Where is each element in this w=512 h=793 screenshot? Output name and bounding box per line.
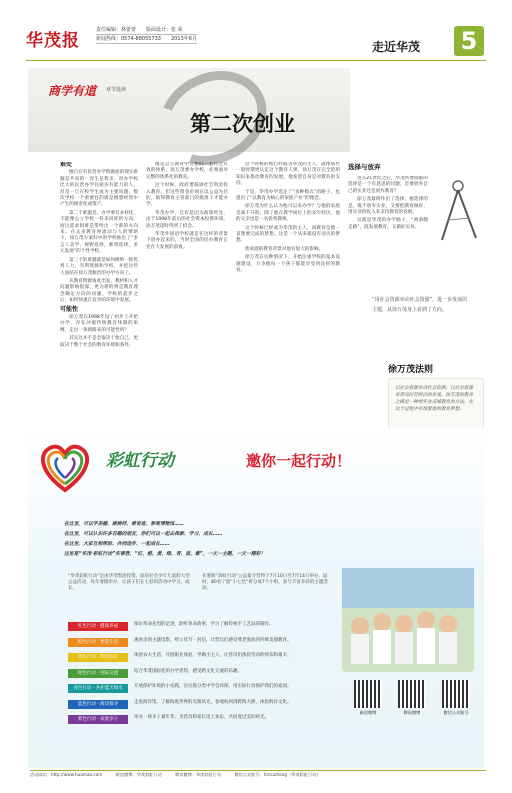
paragraph: 徐万茂在1998年设了初步上开始办学，存在冲破传统教育体制的束缚，走出一条新路来的可能性吗？ bbox=[60, 314, 138, 333]
paragraph: 于是，华茂办学选定了“多种模式”的路子，也提出了“以教育为核心的家族产业”的理念。 bbox=[236, 189, 340, 202]
qr-label: 新浪微博 bbox=[359, 710, 377, 715]
paragraph: 进入21世纪之后，华茂所要面临的选择是一个有意思的问题，是要放弃自己的实业还是放弃教育？ bbox=[348, 176, 428, 194]
footer-weibo: 新浪微博：华茂彩虹行动 bbox=[115, 772, 162, 777]
paragraph: 擅自在有民营办学资源面的现实难题是共同的：容生是我亲，况办学校比大的民营办学往接多有能力的人，但是一旦在校学生成为主要问题，数次学校一个重要目的就是擅想经营中产生的规金化或资产。 bbox=[60, 170, 138, 208]
activity-text: 走进海洋馆，了解海底世界的无限风光，参观杭州湾跨海大桥，体验海洋文化。 bbox=[134, 699, 292, 705]
qr-label: 腾讯微博 bbox=[403, 710, 421, 715]
activity-tag: 青色行动 · 共护蓝天绿水 bbox=[68, 684, 128, 693]
activity-text: 探访革命先烈的足迹，聆听革命故事，学习了解传统手工艺品的制作。 bbox=[134, 622, 274, 627]
weibo-qr-code[interactable] bbox=[354, 680, 382, 708]
compass-illustration bbox=[432, 176, 484, 246]
phone-line: 新闻热线：0574-88055733 2013年6月 bbox=[96, 36, 197, 42]
activity-row bbox=[68, 667, 338, 683]
article-column-3 bbox=[236, 162, 340, 422]
paragraph: 华茂外国语学校就是在这样的背景下创办起来的，当时全国的民办教育正处在大发展的前夜。 bbox=[146, 232, 228, 250]
pull-quote-line-1: “用社会资源举动社会资源”，进一步发展的 bbox=[372, 297, 468, 303]
header-divider bbox=[26, 60, 486, 61]
activity-row bbox=[68, 713, 338, 729]
subheading-difficulty: 难处 bbox=[60, 162, 73, 168]
footer-tencent: 腾讯微博：华茂彩虹行动 bbox=[175, 772, 222, 777]
children-group-photo bbox=[342, 568, 474, 672]
paragraph: 徐万茂最终作出了选择。他选择的是，既不放弃实业，又要把教育做好，用实业的收入来支持教育的发展。 bbox=[348, 197, 428, 216]
section-title: 走近华茂 bbox=[372, 40, 421, 54]
activity-text: 举办一场亲子嘉年华，为营员和家长送上欢乐，共同度过美好时光。 bbox=[134, 715, 269, 720]
ad-title: 彩虹行动 bbox=[106, 451, 174, 471]
paragraph: 华茂办学，自有是因为政策所允，由于1998年前后的社会资本投资环境，徐万茂适时得到了机会。 bbox=[146, 210, 228, 229]
activity-tag: 黄色行动 · 明星成长 bbox=[68, 653, 128, 662]
pull-quote bbox=[372, 296, 484, 352]
ad-description-1: “华茂彩虹行动”是由华茂集团投资、面向社会少年儿童的大型公益活动，每年暑假举办，让孩子们在七彩的活动中学习、成长。 bbox=[68, 574, 190, 592]
paragraph: 从教育资源角度出发，教材和人才问题影响很深，更为难的则是教育理念确定方向的问题。学校的起步之后，如何快速在竞争的环境中发展。 bbox=[60, 278, 138, 304]
activity-tag: 蓝色行动 · 海洋探寻 bbox=[68, 700, 128, 709]
ad-intro bbox=[64, 520, 394, 560]
activity-row bbox=[68, 636, 338, 652]
article-column-1 bbox=[60, 162, 138, 422]
tencent-qr-code[interactable] bbox=[398, 680, 426, 708]
paragraph: 这就是华茂的办学路子，“两条腿走路”，既发展教育，又做好实业。 bbox=[348, 218, 428, 230]
activity-row bbox=[68, 620, 338, 636]
ad-slogan: 邀你一起行动！ bbox=[246, 452, 352, 470]
activity-text: 开展保护环境的小实践，在垃圾分类中学会环保，用实际行动保护我们的家园。 bbox=[134, 684, 292, 689]
paragraph: 第三个的难题就是如何吸纳一批优秀人力，有利资源和学校，并把这些人固结在徐万茂根治的办学方向上。 bbox=[60, 257, 138, 276]
article-column-4 bbox=[348, 176, 428, 286]
rainbow-heart-logo bbox=[34, 436, 96, 498]
ad-intro-line: 在这里，大家互相帮助、共同进步、一起成长…… bbox=[64, 542, 170, 547]
activity-text: 观看亲情主题电影，给父母写一封信，让营员们感受尊老爱幼的传统美德教育。 bbox=[134, 637, 292, 643]
sidebar-box-text: 以社会资源举动社会资源，以社会资源来带动民营经济的发展。徐万茂的教育之路是一种用实业反哺教育的方法，在这个过程中实现着他的教育梦想。 bbox=[388, 378, 484, 430]
sidebar-box-heading: 徐万茂法则 bbox=[388, 365, 434, 375]
paragraph: 这个时候的他已经成为华茂的主人。就像那些一般时期更认定这个教育人事，徐万茂在完全的用知识来推动教育的发展，他希望自身是对教育的支持。 bbox=[236, 162, 340, 187]
activity-tag: 红色行动 · 健康养成 bbox=[68, 622, 128, 631]
activity-text: 体验农夫生活，开展职业体验，学做小主人，让营员们体验劳动的快乐和艰辛。 bbox=[134, 653, 292, 658]
ad-description-2: 在暑期“彩虹行动”公益夏令营将于7月10日至7月14日举办，届时，80名宁波“小七色”将分成7个小组，参与丰富多彩的主题活动。 bbox=[202, 574, 328, 592]
activity-list bbox=[68, 620, 338, 729]
editor-line: 责任编辑：林蕾蕾 版面设计：张 荣 bbox=[96, 26, 197, 35]
column-brand-sub: 章节选读 bbox=[106, 87, 127, 93]
article-title: 第二次创业 bbox=[190, 112, 295, 136]
pull-quote-line-2: 主题，从徐万茂身上看到了方向。 bbox=[372, 307, 448, 313]
activity-row bbox=[68, 698, 338, 714]
ad-intro-line: 在这里，可以学美德、做榜样、看奇迹、参观博物馆…… bbox=[64, 522, 184, 527]
footer-website[interactable]: 活动网站：http://www.huamao.com bbox=[30, 772, 103, 777]
paragraph: 这个时候，政府要鼓励社会资金投入教育，但这些资金必须在以公益为目的，取得教育主管部门的批准下才能办学。 bbox=[146, 183, 228, 208]
activity-text: 结合华茂国际化的办学优势，感受跨文化交流的乐趣。 bbox=[134, 668, 242, 674]
qr-codes bbox=[350, 680, 476, 722]
newspaper-logo: 华茂报 bbox=[26, 31, 80, 51]
page-header bbox=[0, 0, 512, 62]
activity-tag: 绿色行动 · 国际交流 bbox=[68, 669, 128, 678]
paragraph: 擅是公立教育中完整的一套行之有效的体系，徐万茂要办学校，必须面对完整的体系化的教育。 bbox=[146, 162, 228, 180]
masthead-meta bbox=[96, 26, 197, 44]
wechat-qr-code[interactable] bbox=[442, 680, 470, 708]
activity-row bbox=[68, 651, 338, 667]
paragraph: 徐万茂在这种情况下，开始注重学校的基本设施建设，力争使每一个孩子都能享受到良好的教育。 bbox=[236, 255, 340, 274]
subheading-possibility: 可能性 bbox=[60, 305, 79, 313]
paragraph: 其实这并不是全取决于他自己，更取决于整个社会的教育环境和条件。 bbox=[60, 336, 138, 348]
ad-footer bbox=[30, 770, 486, 779]
ad-intro-line: 在这里，可以认识许多有趣的朋友，你们可以一起去探索、学习、成长…… bbox=[64, 532, 223, 537]
page-number: 5 bbox=[454, 26, 484, 56]
article-column-2 bbox=[146, 162, 228, 422]
subheading-choice: 选择与放弃 bbox=[348, 163, 381, 171]
footer-wechat: 微信公众账号：hmcaihong（华茂彩虹行动） bbox=[234, 772, 321, 777]
ad-intro-line: 这里是“华茂·彩虹行动”实事营，“红、橙、黄、绿、青、蓝、紫”，一天一主题，一天一精彩！ bbox=[64, 552, 266, 557]
activity-row bbox=[68, 682, 338, 698]
activity-tag: 橙色行动 · 智慧生活 bbox=[68, 638, 128, 647]
paragraph: 徐万茂为什么认为他可以来办学？与他的家庭是离不开的。除了他在教学岗位上的多年经历，他的父亲也是一名优秀教师。 bbox=[236, 204, 340, 223]
activity-tag: 紫色行动 · 家庭亲子 bbox=[68, 715, 128, 724]
paragraph: 他家庭的教育背景对他有很大的影响。 bbox=[245, 246, 324, 252]
qr-label: 微信公众账号 bbox=[443, 710, 469, 715]
paragraph: 第二个难题是，办学要有多样化，不能像公立学校一样来同样的方向。而这需求很难是带给出一个新的方向来。在众多教育界流动与人的帮助下，徐万茂方案好中的学校推出了“多言八美学，视野选择，师资选择，多元发展”的个性学校。 bbox=[60, 210, 138, 255]
article-banner bbox=[28, 68, 350, 152]
rainbow-action-ad bbox=[28, 428, 484, 768]
paragraph: 这个时候已经成为华茂的主人，而教育是他一直想要完成的梦想。这是一个从来就没有消失的梦想。 bbox=[236, 225, 340, 244]
column-brand: 商学有道 bbox=[48, 84, 97, 98]
